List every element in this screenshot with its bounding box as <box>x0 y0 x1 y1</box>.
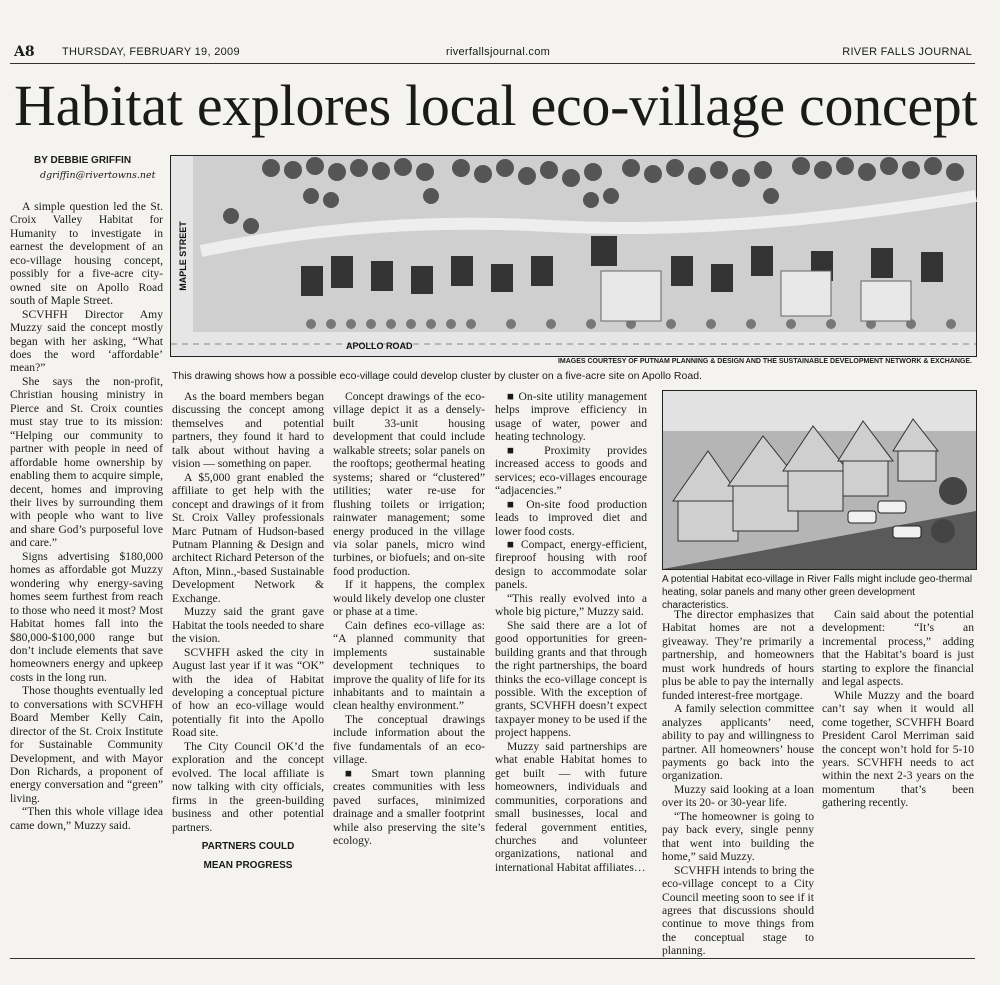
paragraph: The City Council OK’d the exploration and the concept evolved. The local affiliate is now talking with city officials, firms in the green-building business and other potential partners. <box>172 739 324 834</box>
paragraph: She said there are a lot of good opportunities for green-building grants and that through the right partnerships, the board thinks the eco-village concept is possible. With the exception of grants, SCVHFH doesn’t expect taxpayer money to be used if the project happens. <box>495 618 647 740</box>
article-column-4 <box>495 390 647 935</box>
eco-village-rendering <box>662 390 977 570</box>
page-number: A8 <box>14 44 35 60</box>
headline: Habitat explores local eco-village concept <box>14 73 978 138</box>
paragraph: SCVHFH intends to bring the eco-village concept to a City Council meeting soon to see if it agrees that discussions should continue to move things from the conceptual stage to planning. <box>662 863 814 958</box>
paragraph: Cain said about the potential development: “It’s an incremental process,” adding that the Habitat’s board is just starting to explore the financial and legal aspects. <box>822 608 974 689</box>
subhead: MEAN PROGRESS <box>203 860 293 872</box>
byline: BY DEBBIE GRIFFIN <box>34 155 132 166</box>
footer-rule <box>10 958 975 959</box>
paragraph: A family selection committee analyzes applicants’ need, ability to pay and willingness to partner. All homeowners’ house payments go back into the organization. <box>662 702 814 783</box>
newspaper-name: RIVER FALLS JOURNAL <box>842 46 972 58</box>
article-column-1 <box>10 200 163 935</box>
subhead: PARTNERS COULD <box>201 840 295 852</box>
article-column-3 <box>333 390 485 935</box>
bullet-item: ■ On-site utility management helps improve efficiency in usage of water, power and heating technology. <box>495 390 647 444</box>
paragraph: SCVHFH asked the city in August last year if it was “OK” with the idea of Habitat developing a conceptual picture of how an eco-village would potentially fit into the Apollo Road site. <box>172 645 324 740</box>
paragraph: Muzzy said partnerships are what enable Habitat homes to get built — with future homeowners, individuals and communities, corporations and small businesses, local and federal government entities, churches and volunteer organizations, national and international Habitat affiliates… <box>495 739 647 874</box>
apollo-road-label: APOLLO ROAD <box>346 341 413 351</box>
paragraph: Muzzy said looking at a loan over its 20- or 30-year life. <box>662 782 814 810</box>
article-column-5 <box>662 608 814 958</box>
paragraph: Muzzy said the grant gave Habitat the tools needed to share the vision. <box>172 605 324 646</box>
website-url: riverfallsjournal.com <box>446 46 551 58</box>
paragraph: While Muzzy and the board can’t say when it would all come together, SCVHFH Board President Carol Merriman said the concept won’t hold for 5-10 years. SCVHFH needs to act within the next 2-3 years on the momentum that’s been gathering recently. <box>822 688 974 810</box>
paragraph: SCVHFH Director Amy Muzzy said the concept mostly began with her asking, “What does the word ‘affordable’ mean?” <box>10 307 163 375</box>
site-plan-image <box>170 155 977 357</box>
maple-street-label: MAPLE STREET <box>178 221 188 291</box>
paragraph: If it happens, the complex would likely develop one cluster or phase at a time. <box>333 578 485 619</box>
image-credit: IMAGES COURTESY OF PUTNAM PLANNING & DESIGN AND THE SUSTAINABLE DEVELOPMENT NETWORK & EXCHANGE. <box>557 358 972 365</box>
article-column-2 <box>172 390 324 935</box>
paragraph: “This really evolved into a whole big picture,” Muzzy said. <box>495 591 647 619</box>
paragraph: The director emphasizes that Habitat homes are not a giveaway. They’re primarily a partnership, and homeowners must work hundreds of hours plus be able to pay the internally funded interest-free mortgage. <box>662 608 814 702</box>
paragraph: Concept drawings of the eco-village depict it as a densely-built 33-unit housing development that could include walkable streets; solar panels on the rooftops; geothermal heating systems; shared or “clustered” utilities; water re-use for flushing toilets or irrigation; rainwater management; some energy produced in the village via solar panels, micro wind turbines, or biofuels; and on-site food production. <box>333 390 485 578</box>
issue-date: THURSDAY, FEBRUARY 19, 2009 <box>62 46 240 58</box>
bullet-item: ■ Compact, energy-efficient, fireproof housing with roof design to accommodate solar panels. <box>495 537 647 592</box>
paragraph: Cain defines eco-village as: “A planned community that implements sustainable development techniques to improve the quality of life for its inhabitants and to maintain a clean healthy environment.” <box>333 618 485 713</box>
author-email: dgriffin@rivertowns.net <box>40 170 156 181</box>
article-column-6 <box>822 608 974 938</box>
paragraph: “Then this whole village idea came down,” Muzzy said. <box>10 805 163 832</box>
paragraph: Signs advertising $180,000 homes as affordable got Muzzy wondering why energy-saving homes seem furthest from reach to those who need it most? Most Habitat homes fall into the $80,000-$100,000 range but don’t include elements that save homeowners energy and upkeep costs in the long run. <box>10 549 163 684</box>
rendering-drawing <box>663 391 976 569</box>
rendering-caption: A potential Habitat eco-village in River Falls might include geo-thermal heating, solar panels and many other green development characteristics. <box>662 574 973 611</box>
paragraph: A simple question led the St. Croix Valley Habitat for Humanity to investigate in earnest the development of an eco-village housing concept, possibly for a five-acre city-owned site on Apollo Road south of Maple Street. <box>10 200 163 308</box>
paragraph: As the board members began discussing the concept among themselves and potential partners, they found it hard to talk about without having a vision — something on paper. <box>172 390 324 471</box>
site-plan-drawing <box>171 156 976 356</box>
bullet-item: ■ On-site food production leads to improved diet and lower food costs. <box>495 497 647 538</box>
site-plan-caption: This drawing shows how a possible eco-village could develop cluster by cluster on a five-acre site on Apollo Road. <box>172 370 702 382</box>
bullet-item: ■ Proximity provides increased access to goods and services; eco-villages encourage “adjacencies.” <box>495 443 647 498</box>
paragraph: “The homeowner is going to pay back every, single penny that went into building the home,” said Muzzy. <box>662 809 814 864</box>
paragraph: She says the non-profit, Christian housing ministry in Pierce and St. Croix counties must stay true to its mission: “Helping our community to partner with people in need of affordable home ownership by enabling them to acquire simple, decent, homes and improving their lives by surrounding them with people who want to live and share God’s purposeful love and care.” <box>10 374 163 550</box>
paragraph: Those thoughts eventually led to conversations with SCVHFH Board Member Kelly Cain, director of the St. Croix Institute for Sustainable Community Development, and with Mayor Don Richards, a proponent of energy conversation and “green” living. <box>10 684 163 805</box>
bullet-item: ■ Smart town planning creates communities with less paved surfaces, minimized drainage and a smaller footprint while also preserving the site’s ecology. <box>333 766 485 847</box>
header-rule <box>10 63 975 64</box>
paragraph: A $5,000 grant enabled the affiliate to get help with the concept and drawings of it from St. Croix Valley professionals Marc Putnam of Hudson-based Putnam Planning & Design and architect Richard Peterson of the Afton, Minn.,-based Sustainable Development Network & Exchange. <box>172 470 324 605</box>
paragraph: The conceptual drawings include information about the five fundamentals of an eco-village. <box>333 712 485 767</box>
